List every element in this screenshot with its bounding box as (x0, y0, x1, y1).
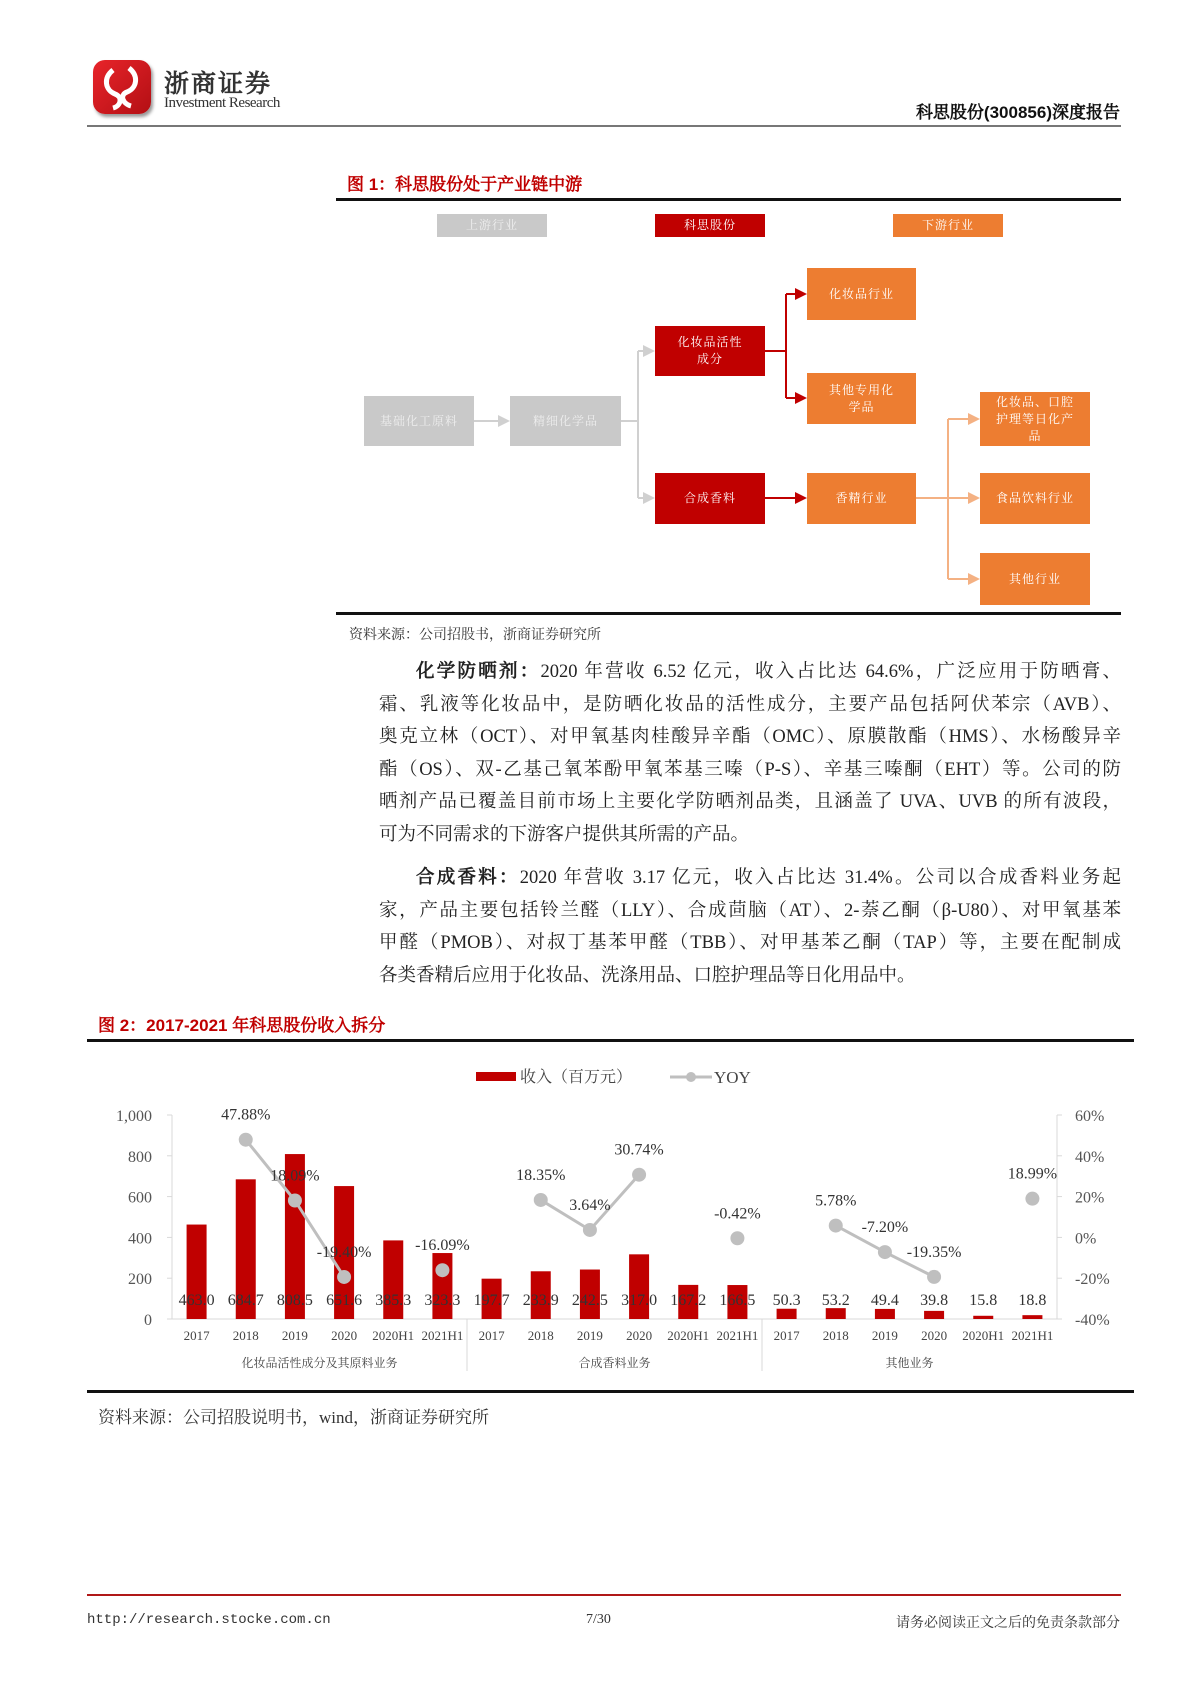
x-tick-label: 2020H1 (962, 1328, 1005, 1343)
brand-name-en: Investment Research (164, 95, 280, 111)
x-tick-label: 2018 (822, 1328, 849, 1343)
group-label: 其他业务 (885, 1356, 934, 1370)
yoy-label: 18.99% (1007, 1165, 1058, 1183)
yoy-point (239, 1133, 253, 1147)
node-cosmetics-industry: 化妆品行业 (807, 268, 916, 320)
header-upstream: 上游行业 (437, 214, 547, 237)
paragraph-fragrance: 合成香料：2020 年营收 3.17 亿元，收入占比达 31.4%。公司以合成香料业务起 家，产品主要包括铃兰醛（LLY）、合成茴脑（AT）、2-萘乙酮（β-U80）、对甲氧基苯 甲醛（PMOB）、对叔丁基苯甲醛（TBB）、对甲基苯乙酮（TAP）等，主要在配制成 各类香精后应用于化妆品、洗涤用品、口腔护理品等日化用品中。 (379, 868, 1121, 986)
yoy-label: -0.42% (714, 1205, 761, 1223)
header-downstream: 下游行业 (893, 214, 1003, 237)
node-basic-chemicals: 基础化工原料 (364, 396, 474, 446)
group-label: 合成香料业务 (578, 1356, 651, 1370)
footer-disclaimer: 请务必阅读正文之后的免责条款部分 (896, 1616, 1120, 1631)
figure2-source: 资料来源：公司招股说明书，wind，浙商证券研究所 (98, 1408, 489, 1427)
yoy-label: -16.09% (415, 1237, 470, 1255)
bar-value-label: 15.8 (969, 1292, 998, 1309)
x-tick-label: 2020 (626, 1328, 653, 1343)
right-tick-label: 60% (1075, 1108, 1105, 1125)
figure2-title: 图 2：2017-2021 年科思股份收入拆分 (98, 1016, 386, 1035)
yoy-label: 18.35% (516, 1166, 566, 1184)
left-tick-label: 0 (144, 1312, 152, 1329)
bar-value-label: 39.8 (920, 1292, 949, 1309)
node-other-industry: 其他行业 (980, 553, 1090, 605)
left-tick-label: 400 (128, 1230, 152, 1248)
node-daily-chemicals: 化妆品、口腔护理等日化产品 (980, 392, 1090, 446)
yoy-point (534, 1193, 548, 1207)
node-flavor-industry: 香精行业 (807, 473, 916, 524)
brand-name-cn: 浙商证券 (164, 71, 273, 98)
yoy-point (829, 1219, 843, 1233)
yoy-point (435, 1263, 449, 1277)
revenue-bar (826, 1308, 846, 1319)
bar-value-label: 166.5 (719, 1292, 756, 1309)
node-cosmetic-active: 化妆品活性成分 (655, 326, 765, 376)
bar-value-label: 233.9 (522, 1292, 559, 1309)
yoy-label: 3.64% (569, 1196, 611, 1214)
yoy-point (1025, 1192, 1039, 1206)
yoy-point (927, 1270, 941, 1284)
bar-value-label: 50.3 (772, 1292, 801, 1309)
bar-value-label: 49.4 (870, 1292, 899, 1309)
revenue-chart (0, 1050, 1200, 1390)
revenue-bar (629, 1254, 649, 1319)
yoy-point (583, 1223, 597, 1237)
report-title: 科思股份(300856)深度报告 (915, 103, 1120, 122)
yoy-label: 5.78% (815, 1192, 857, 1210)
paragraph-lead: 合成香料： (416, 868, 520, 888)
x-tick-label: 2017 (773, 1328, 800, 1343)
bar-value-label: 323.3 (424, 1292, 461, 1309)
yoy-point (632, 1168, 646, 1182)
left-tick-label: 800 (128, 1148, 152, 1166)
legend-yoy-marker (686, 1072, 696, 1082)
node-special-chemicals: 其他专用化学品 (807, 373, 916, 424)
x-tick-label: 2019 (576, 1328, 603, 1343)
bar-value-label: 242.5 (571, 1292, 608, 1309)
figure1-bottom-rule (336, 612, 1121, 615)
node-fine-chemicals: 精细化学品 (510, 396, 621, 446)
yoy-point (878, 1245, 892, 1259)
bar-value-label: 167.2 (670, 1292, 707, 1309)
bar-value-label: 684.7 (227, 1292, 264, 1309)
legend-revenue-label: 收入（百万元） (520, 1069, 633, 1086)
paragraph-lead: 化学防晒剂： (416, 662, 541, 682)
arrow-active-to-downstream (765, 294, 786, 398)
right-tick-label: 20% (1075, 1189, 1105, 1207)
left-tick-label: 600 (128, 1189, 152, 1207)
x-tick-label: 2017 (478, 1328, 505, 1343)
yoy-label: 47.88% (221, 1106, 271, 1124)
x-tick-label: 2021H1 (421, 1328, 464, 1343)
left-tick-label: 1,000 (116, 1108, 152, 1125)
revenue-bar (924, 1311, 944, 1319)
yoy-point (337, 1270, 351, 1284)
legend-revenue-swatch (476, 1072, 516, 1081)
revenue-bar (973, 1316, 993, 1319)
x-tick-label: 2018 (527, 1328, 554, 1343)
node-food-beverage: 食品饮料行业 (980, 473, 1090, 524)
page-number: 7/30 (586, 1612, 611, 1627)
bar-value-label: 463.0 (178, 1292, 215, 1309)
revenue-bar (432, 1253, 452, 1319)
revenue-bar (875, 1309, 895, 1319)
figure1-source: 资料来源：公司招股书，浙商证券研究所 (349, 628, 601, 643)
arrow-fine-to-products (621, 351, 653, 498)
x-tick-label: 2020H1 (372, 1328, 415, 1343)
x-tick-label: 2019 (281, 1328, 308, 1343)
header-company: 科思股份 (655, 214, 765, 237)
revenue-bar (1022, 1315, 1042, 1319)
legend-yoy-label: YOY (714, 1068, 751, 1087)
figure1-title: 图 1：科思股份处于产业链中游 (347, 175, 583, 194)
yoy-label: 18.09% (270, 1167, 320, 1185)
x-tick-label: 2018 (232, 1328, 259, 1343)
flowchart-connectors (0, 0, 1200, 620)
bar-value-label: 53.2 (821, 1292, 850, 1309)
yoy-label: 30.74% (614, 1141, 664, 1159)
group-label: 化妆品活性成分及其原料业务 (241, 1356, 398, 1370)
bar-value-label: 317.0 (621, 1292, 658, 1309)
yoy-label: -19.35% (906, 1243, 962, 1261)
bar-value-label: 651.6 (326, 1292, 363, 1309)
yoy-label: -7.20% (861, 1219, 909, 1237)
node-synthetic-fragrance: 合成香料 (655, 473, 765, 524)
x-tick-label: 2021H1 (1011, 1328, 1054, 1343)
yoy-point (730, 1231, 744, 1245)
yoy-label: -19.40% (316, 1243, 372, 1261)
paragraph-sunscreen: 化学防晒剂：2020 年营收 6.52 亿元，收入占比达 64.6%，广泛应用于防晒膏、 霜、乳液等化妆品中，是防晒化妆品的活性成分，主要产品包括阿伏苯宗（AVB）、 奥克立林（OCT）、对甲氧基肉桂酸异辛酯（OMC）、原膜散酯（HMS）、水杨酸异辛 酯（OS）、双-乙基己氧苯酚甲氧苯基三嗪（P-S）、辛基三嗪酮（EHT）等。公司的防 晒剂产品已覆盖目前市场上主要化学防晒剂品类，且涵盖了 UVA、UVB 的所有波段， 可为不同需求的下游客户提供其所需的产品。 (379, 662, 1121, 845)
left-tick-label: 200 (128, 1271, 152, 1289)
x-tick-label: 2020 (921, 1328, 948, 1343)
footer-url[interactable]: http://research.stocke.com.cn (87, 1612, 331, 1628)
figure2-bottom-rule (87, 1390, 1134, 1393)
right-tick-label: -40% (1075, 1312, 1110, 1329)
bar-value-label: 197.7 (473, 1292, 510, 1309)
footer-divider (87, 1594, 1121, 1596)
x-tick-label: 2019 (871, 1328, 898, 1343)
revenue-bar (777, 1309, 797, 1319)
bar-value-label: 808.5 (276, 1292, 313, 1309)
x-tick-label: 2020 (331, 1328, 358, 1343)
arrow-flavor-to-end (916, 419, 948, 579)
yoy-point (288, 1193, 302, 1207)
figure2-top-rule (87, 1039, 1134, 1042)
x-tick-label: 2020H1 (667, 1328, 710, 1343)
x-tick-label: 2017 (183, 1328, 210, 1343)
bar-value-label: 18.8 (1018, 1292, 1047, 1309)
x-tick-label: 2021H1 (716, 1328, 759, 1343)
right-tick-label: 0% (1075, 1230, 1097, 1248)
bar-value-label: 385.3 (375, 1292, 412, 1309)
right-tick-label: -20% (1075, 1271, 1110, 1289)
right-tick-label: 40% (1075, 1148, 1105, 1166)
